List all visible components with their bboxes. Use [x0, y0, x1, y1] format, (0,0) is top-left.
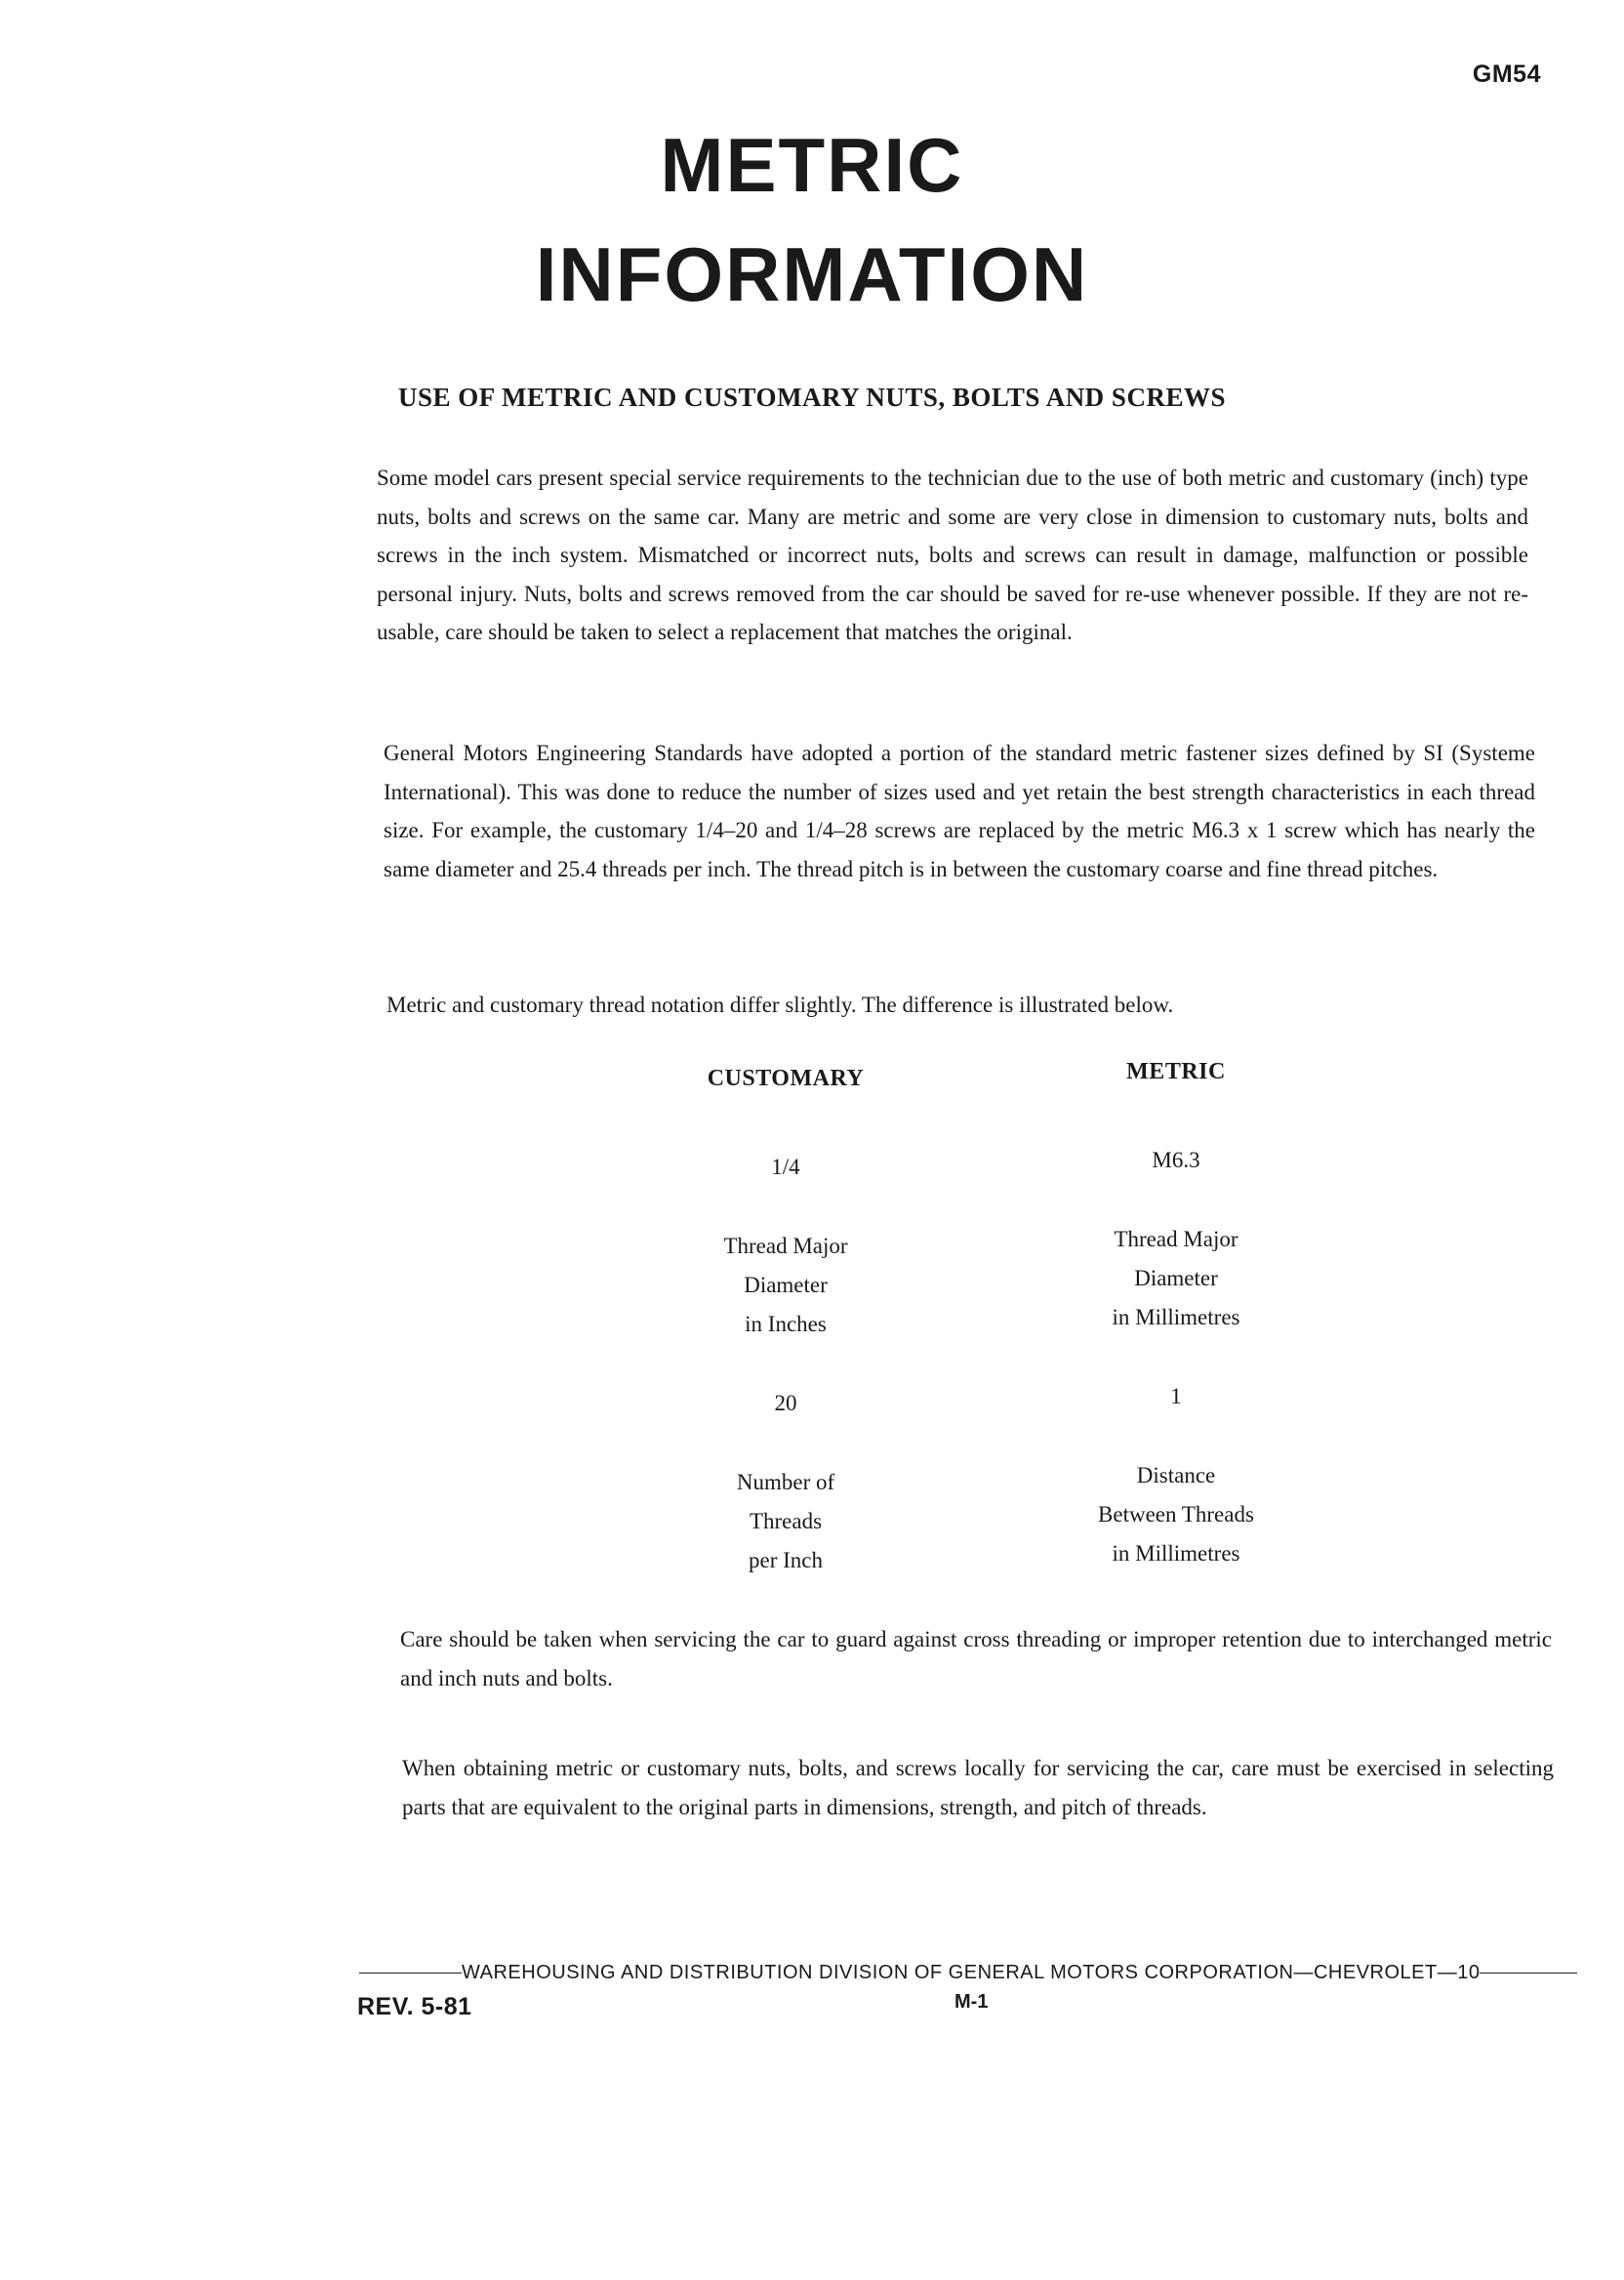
footer-division-text: WAREHOUSING AND DISTRIBUTION DIVISION OF GENERAL MOTORS CORPORATION—CHEVROLET—10 — [462, 1962, 1481, 1983]
customary-heading: CUSTOMARY — [707, 1066, 865, 1091]
description-line: in Millimetres — [1112, 1305, 1240, 1329]
metric-size-description — [1010, 1220, 1342, 1337]
paragraph-caution: Care should be taken when servicing the car to guard against cross threading or improper retention due to interchanged metric and inch nuts and bolts. — [400, 1627, 1552, 1690]
description-line: Thread Major — [723, 1234, 848, 1258]
customary-size-description — [620, 1227, 952, 1344]
metric-heading: METRIC — [1126, 1059, 1226, 1084]
metric-size-value: M6.3 — [1152, 1148, 1200, 1172]
document-code: GM54 — [1472, 61, 1541, 88]
description-line: Number of — [736, 1470, 835, 1494]
paragraph-intro: Some model cars present special service requirements to the technician due to the use of both metric and customary (inch) type nuts, bolts and screws on the same car. Many are metric and some are very close in dimension to customary nuts, bolts and screws in the inch system. Mismatched or incorrect nuts, bolts and screws can result in damage, malfunction or possible personal injury. Nuts, bolts and screws removed from the car should be saved for re-use whenever possible. If they are not re-usable, care should be taken to select a replacement that matches the original. — [377, 466, 1528, 644]
customary-size-value: 1/4 — [771, 1155, 800, 1179]
description-line: in Inches — [745, 1312, 827, 1336]
description-line: Between Threads — [1098, 1502, 1254, 1527]
footer-rule-right — [1480, 1973, 1577, 1974]
paragraph-notation: Metric and customary thread notation differ slightly. The difference is illustrated below. — [386, 993, 1174, 1017]
metric-pitch-value: 1 — [1170, 1384, 1182, 1408]
section-heading: USE OF METRIC AND CUSTOMARY NUTS, BOLTS AND SCREWS — [398, 383, 1226, 412]
description-line: Threads — [749, 1509, 823, 1533]
metric-pitch-description — [1010, 1456, 1342, 1573]
description-line: per Inch — [749, 1548, 823, 1572]
revision-label: REV. 5-81 — [357, 1993, 472, 2020]
footer-rule-left — [359, 1973, 462, 1974]
page-number: M-1 — [954, 1991, 989, 2013]
description-line: Diameter — [1134, 1266, 1218, 1290]
description-line: Diameter — [744, 1273, 828, 1297]
description-line: Thread Major — [1114, 1227, 1238, 1251]
customary-pitch-value: 20 — [774, 1391, 797, 1415]
paragraph-standards: General Motors Engineering Standards have adopted a portion of the standard metric fastener sizes defined by SI (Systeme International). This was done to reduce the number of sizes used and yet retain the best strength characteristics in each thread size. For example, the customary 1/4–20 and 1/4–28 screws are replaced by the metric M6.3 x 1 screw which has nearly the same diameter and 25.4 threads per inch. The thread pitch is in between the customary coarse and fine thread pitches. — [384, 741, 1535, 881]
page-title-line2: INFORMATION — [535, 231, 1089, 317]
description-line: Distance — [1136, 1463, 1216, 1487]
page-title-line1: METRIC — [660, 122, 964, 208]
paragraph-sourcing: When obtaining metric or customary nuts, bolts, and screws locally for servicing the car, care must be exercised in selecting parts that are equivalent to the original parts in dimensions, strength, and pitch of threads. — [402, 1756, 1554, 1819]
description-line: in Millimetres — [1112, 1541, 1240, 1566]
footer-division-line — [359, 1962, 1610, 1984]
customary-pitch-description — [620, 1463, 952, 1580]
